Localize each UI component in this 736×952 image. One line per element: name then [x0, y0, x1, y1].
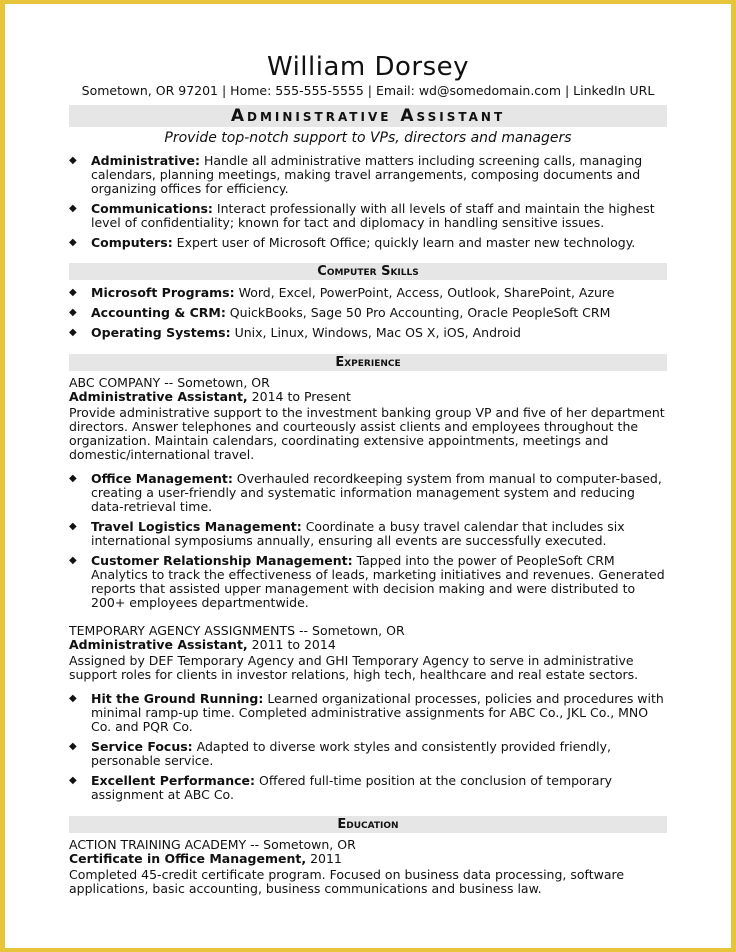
list-item: [69, 236, 667, 250]
company-line: TEMPORARY AGENCY ASSIGNMENTS -- Sometown, OR: [69, 623, 405, 638]
item-label: Service Focus:: [91, 739, 193, 754]
diamond-bullet-icon: ◆: [69, 555, 77, 566]
list-item: [69, 306, 667, 320]
list-item: [69, 774, 667, 802]
job-entry: [69, 624, 667, 682]
item-label: Operating Systems:: [91, 325, 231, 340]
list-item: [69, 326, 667, 340]
job-achievements: [69, 472, 667, 616]
skills-heading-banner: [69, 263, 667, 280]
section-heading: Education: [337, 817, 399, 832]
list-item: [69, 520, 667, 548]
job-achievements: [69, 692, 667, 808]
certificate-year: 2011: [306, 851, 342, 866]
diamond-bullet-icon: ◆: [69, 521, 77, 532]
diamond-bullet-icon: ◆: [69, 287, 77, 298]
experience-heading-banner: [69, 354, 667, 371]
item-label: Excellent Performance:: [91, 773, 256, 788]
list-item: [69, 202, 667, 230]
role-dates: 2014 to Present: [247, 389, 351, 404]
item-text: Handle all administrative matters including screening calls, managing calendars, planning meetings, making travel arrangements, composing documents and organizing offices for efficiency.: [91, 153, 643, 196]
list-item: [69, 154, 667, 196]
job-title-banner: [69, 105, 667, 127]
school-line: ACTION TRAINING ACADEMY -- Sometown, OR: [69, 837, 356, 852]
item-text: Unix, Linux, Windows, Mac OS X, iOS, Android: [230, 325, 521, 340]
diamond-bullet-icon: ◆: [69, 693, 77, 704]
list-item: [69, 740, 667, 768]
summary-list: [69, 154, 667, 256]
diamond-bullet-icon: ◆: [69, 473, 77, 484]
skills-list: [69, 286, 667, 346]
section-heading: Computer Skills: [317, 264, 419, 279]
candidate-name: William Dorsey: [266, 52, 470, 82]
diamond-bullet-icon: ◆: [69, 155, 77, 166]
item-label: Communications:: [91, 201, 213, 216]
diamond-bullet-icon: ◆: [69, 741, 77, 752]
item-text: Word, Excel, PowerPoint, Access, Outlook, SharePoint, Azure: [234, 285, 615, 300]
item-text: Expert user of Microsoft Office; quickly learn and master new technology.: [172, 235, 636, 250]
item-text: Coordinate a busy travel calendar that includes six international symposiums annually, ensuring all events are successfully executed.: [91, 519, 625, 548]
job-description: Assigned by DEF Temporary Agency and GHI Temporary Agency to serve in administrative support roles for clients in investor relations, high tech, healthcare and real estate sectors.: [69, 653, 639, 682]
item-text: QuickBooks, Sage 50 Pro Accounting, Oracle PeopleSoft CRM: [225, 305, 611, 320]
list-item: [69, 692, 667, 734]
item-text: Adapted to diverse work styles and consistently provided friendly, personable service.: [91, 739, 611, 768]
diamond-bullet-icon: ◆: [69, 237, 77, 248]
role-dates: 2011 to 2014: [247, 637, 336, 652]
education-description: Completed 45-credit certificate program. Focused on business data processing, software applications, basic accounting, business communications and business law.: [69, 867, 625, 896]
company-line: ABC COMPANY -- Sometown, OR: [69, 375, 270, 390]
role-line: [69, 390, 667, 404]
certificate-line: [69, 852, 667, 866]
education-heading-banner: [69, 816, 667, 833]
diamond-bullet-icon: ◆: [69, 203, 77, 214]
resume-page: [5, 4, 731, 948]
diamond-bullet-icon: ◆: [69, 775, 77, 786]
item-text: Interact professionally with all levels of staff and maintain the highest level of confidentiality; known for tact and diplomacy in handling sensitive issues.: [91, 201, 655, 230]
item-text: Overhauled recordkeeping system from manual to computer-based, creating a user-friendly and systematic information management system and reducing data-retrieval time.: [91, 471, 662, 514]
item-label: Office Management:: [91, 471, 233, 486]
diamond-bullet-icon: ◆: [69, 307, 77, 318]
item-label: Travel Logistics Management:: [91, 519, 302, 534]
item-label: Accounting & CRM:: [91, 305, 226, 320]
list-item: [69, 472, 667, 514]
item-label: Microsoft Programs:: [91, 285, 235, 300]
tagline: Provide top-notch support to VPs, directors and managers: [164, 130, 572, 146]
item-label: Administrative:: [91, 153, 201, 168]
certificate-title: Certificate in Office Management,: [69, 851, 307, 866]
role-title: Administrative Assistant,: [69, 637, 248, 652]
job-description: Provide administrative support to the investment banking group VP and five of her department directors. Answer telephones and courteously assist clients and employees throughout the organization. Maintain calendars, coordinating extensive appointments, meetings and domestic/international travel.: [69, 405, 665, 462]
item-label: Hit the Ground Running:: [91, 691, 264, 706]
contact-line: Sometown, OR 97201 | Home: 555-555-5555 | Email: wd@somedomain.com | LinkedIn URL: [81, 83, 655, 98]
job-entry: [69, 376, 667, 462]
role-title: Administrative Assistant,: [69, 389, 248, 404]
diamond-bullet-icon: ◆: [69, 327, 77, 338]
section-heading: Experience: [335, 355, 401, 370]
education-entry: [69, 838, 667, 896]
item-text: Offered full-time position at the conclusion of temporary assignment at ABC Co.: [91, 773, 613, 802]
role-line: [69, 638, 667, 652]
item-text: Tapped into the power of PeopleSoft CRM Analytics to track the effectiveness of leads, marketing initiatives and revenues. Generated reports that assisted upper management with decision making and were distributed to 200+ employees departmentwide.: [91, 553, 665, 610]
item-text: Learned organizational processes, policies and procedures with minimal ramp-up time. Completed administrative assignments for ABC Co., JKL Co., MNO Co. and PQR Co.: [91, 691, 664, 734]
item-label: Customer Relationship Management:: [91, 553, 353, 568]
job-title: Administrative Assistant: [230, 106, 506, 126]
item-label: Computers:: [91, 235, 173, 250]
list-item: [69, 286, 667, 300]
list-item: [69, 554, 667, 610]
